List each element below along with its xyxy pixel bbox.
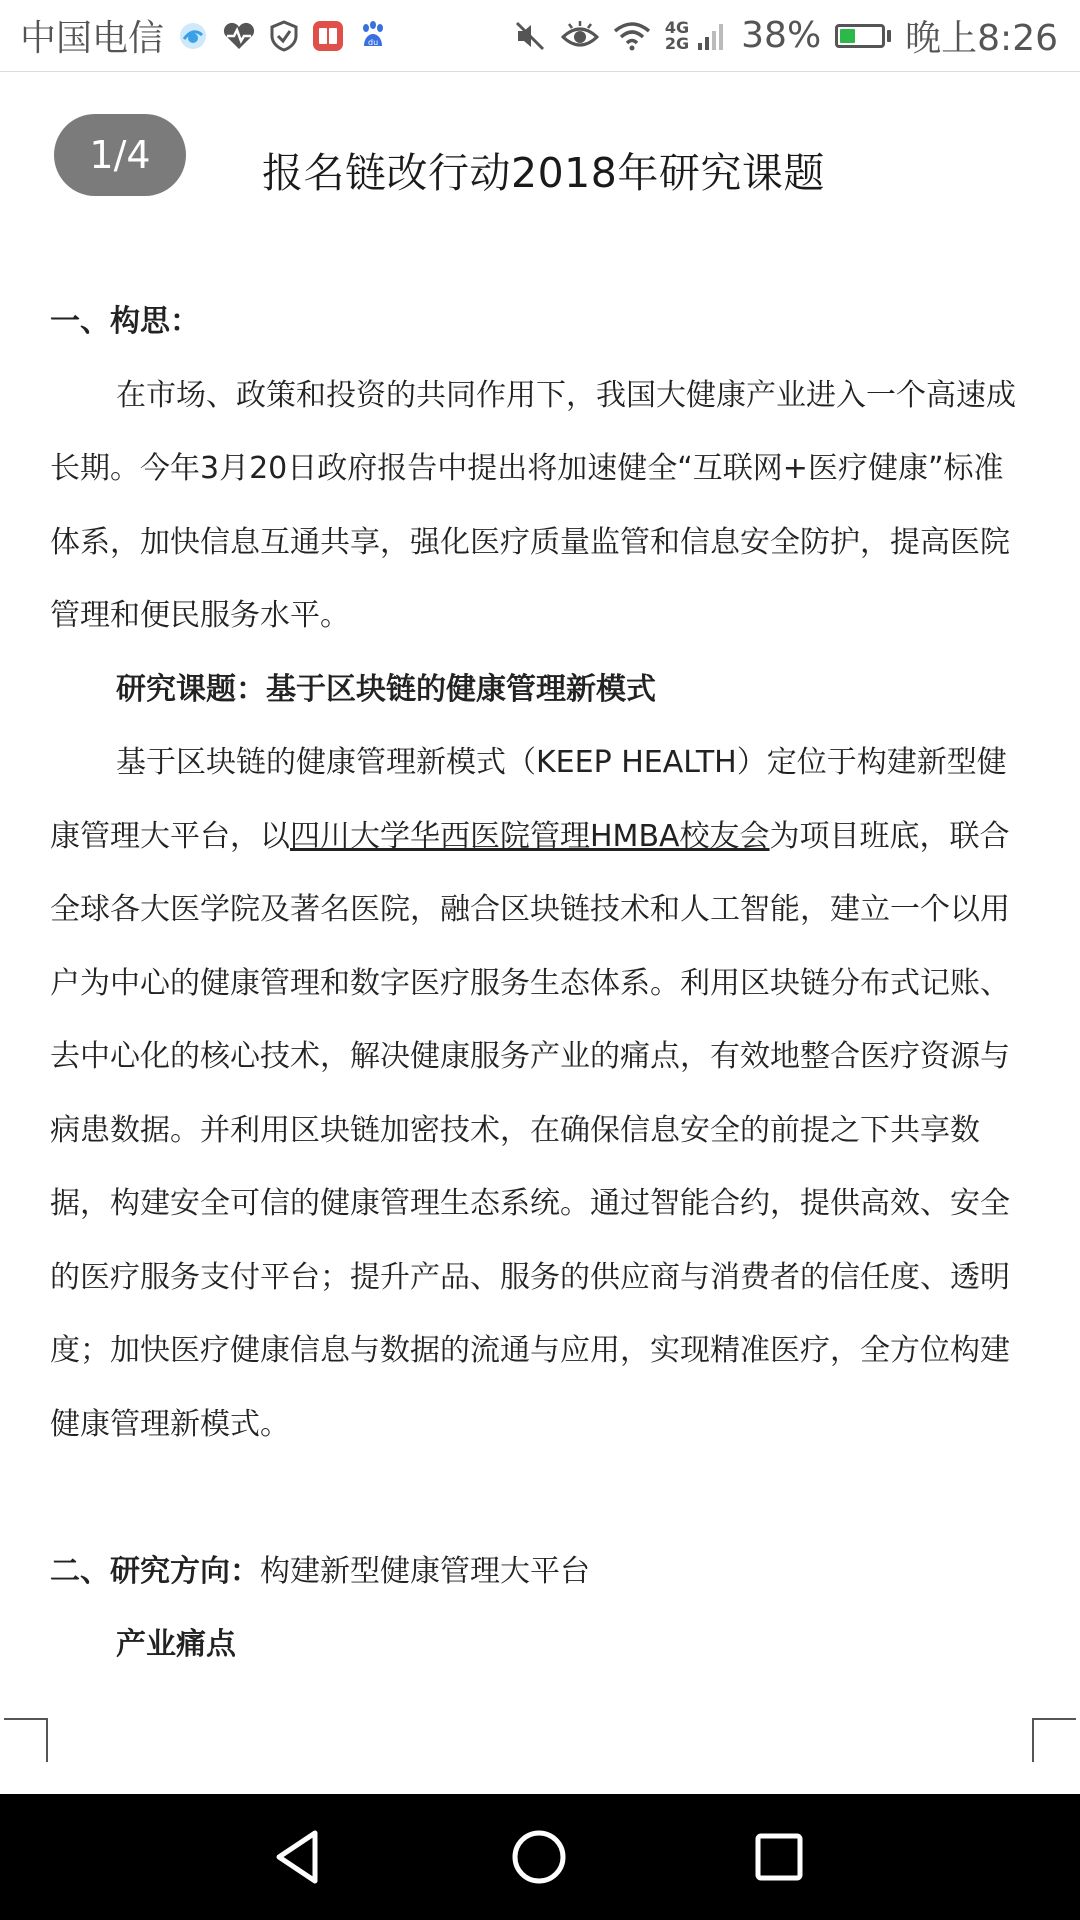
section1-paragraph1: 在市场、政策和投资的共同作用下，我国大健康产业进入一个高速成长期。今年3月20日政府报告中提出将加速健全“互联网+医疗健康”标准体系，加快信息互通共享，强化医疗质量监管和信息安全防护，提高医院管理和便民服务水平。: [50, 377, 1016, 633]
section1-paragraph2: [50, 726, 1030, 1461]
section1-heading: 一、构思：: [50, 304, 200, 339]
battery-tip: [887, 30, 891, 42]
shield-icon: [270, 20, 298, 52]
navigation-bar: [0, 1794, 1080, 1920]
mute-icon: [513, 19, 547, 53]
document-body: [50, 285, 1030, 1682]
wifi-icon: [613, 21, 651, 51]
battery-icon: [835, 24, 891, 48]
back-button[interactable]: [264, 1820, 338, 1894]
carrier-label: 中国电信: [20, 18, 165, 59]
book-app-icon: [312, 20, 344, 52]
baidu-paw-icon: [358, 20, 388, 52]
network-top-label: 4G: [664, 17, 690, 37]
battery-body: [835, 24, 885, 48]
network-bottom-label: 2G: [664, 33, 690, 53]
svg-text:du: du: [368, 37, 379, 47]
section2-subheading: 产业痛点: [116, 1627, 236, 1662]
battery-fill: [840, 29, 855, 43]
home-button[interactable]: [502, 1820, 576, 1894]
alumni-association-link[interactable]: 四川大学华西医院管理HMBA校友会: [290, 818, 770, 854]
paragraph2-text-after: 为项目班底，联合全球各大医学院及著名医院，融合区块链技术和人工智能，建立一个以用户为中心的健康管理和数字医疗服务生态体系。利用区块链分布式记账、去中心化的核心技术，解决健康服务产业的痛点，有效地整合医疗资源与病患数据。并利用区块链加密技术，在确保信息安全的前提之下共享数据，构建安全可信的健康管理生态系统。通过智能合约，提供高效、安全的医疗服务支付平台；提升产品、服务的供应商与消费者的信任度、透明度；加快医疗健康信息与数据的流通与应用，实现精准医疗，全方位构建健康管理新模式。: [50, 818, 1010, 1442]
home-icon: [509, 1827, 569, 1887]
recents-button[interactable]: [742, 1820, 816, 1894]
recents-icon: [749, 1827, 809, 1887]
research-topic: 研究课题：基于区块链的健康管理新模式: [116, 671, 656, 707]
paragraph2-text-before: 基于区块链的健康管理新模式（KEEP HEALTH）定位于构建新型健康管理大平台，以: [50, 745, 1007, 854]
back-icon: [271, 1827, 331, 1887]
crop-mark-left: [4, 1718, 48, 1762]
document-title: 报名链改行动2018年研究课题: [262, 149, 825, 197]
browser-icon: [178, 21, 208, 51]
signal-icon: [697, 21, 727, 51]
section2-heading-rest: 构建新型健康管理大平台: [260, 1553, 590, 1589]
crop-mark-right: [1032, 1718, 1076, 1762]
eye-icon: [561, 21, 599, 51]
network-type: [664, 17, 690, 53]
section2-heading-line: [50, 1535, 1030, 1609]
battery-percent: 38%: [741, 15, 822, 56]
status-bar: [0, 0, 1080, 72]
clock-time: 晚上8:26: [905, 18, 1058, 59]
health-heart-icon: [222, 21, 256, 51]
status-bar-right: [513, 10, 1058, 61]
section2-heading: 二、研究方向：: [50, 1553, 260, 1589]
page-indicator-badge: 1/4: [54, 114, 186, 196]
status-bar-left: [20, 10, 388, 61]
